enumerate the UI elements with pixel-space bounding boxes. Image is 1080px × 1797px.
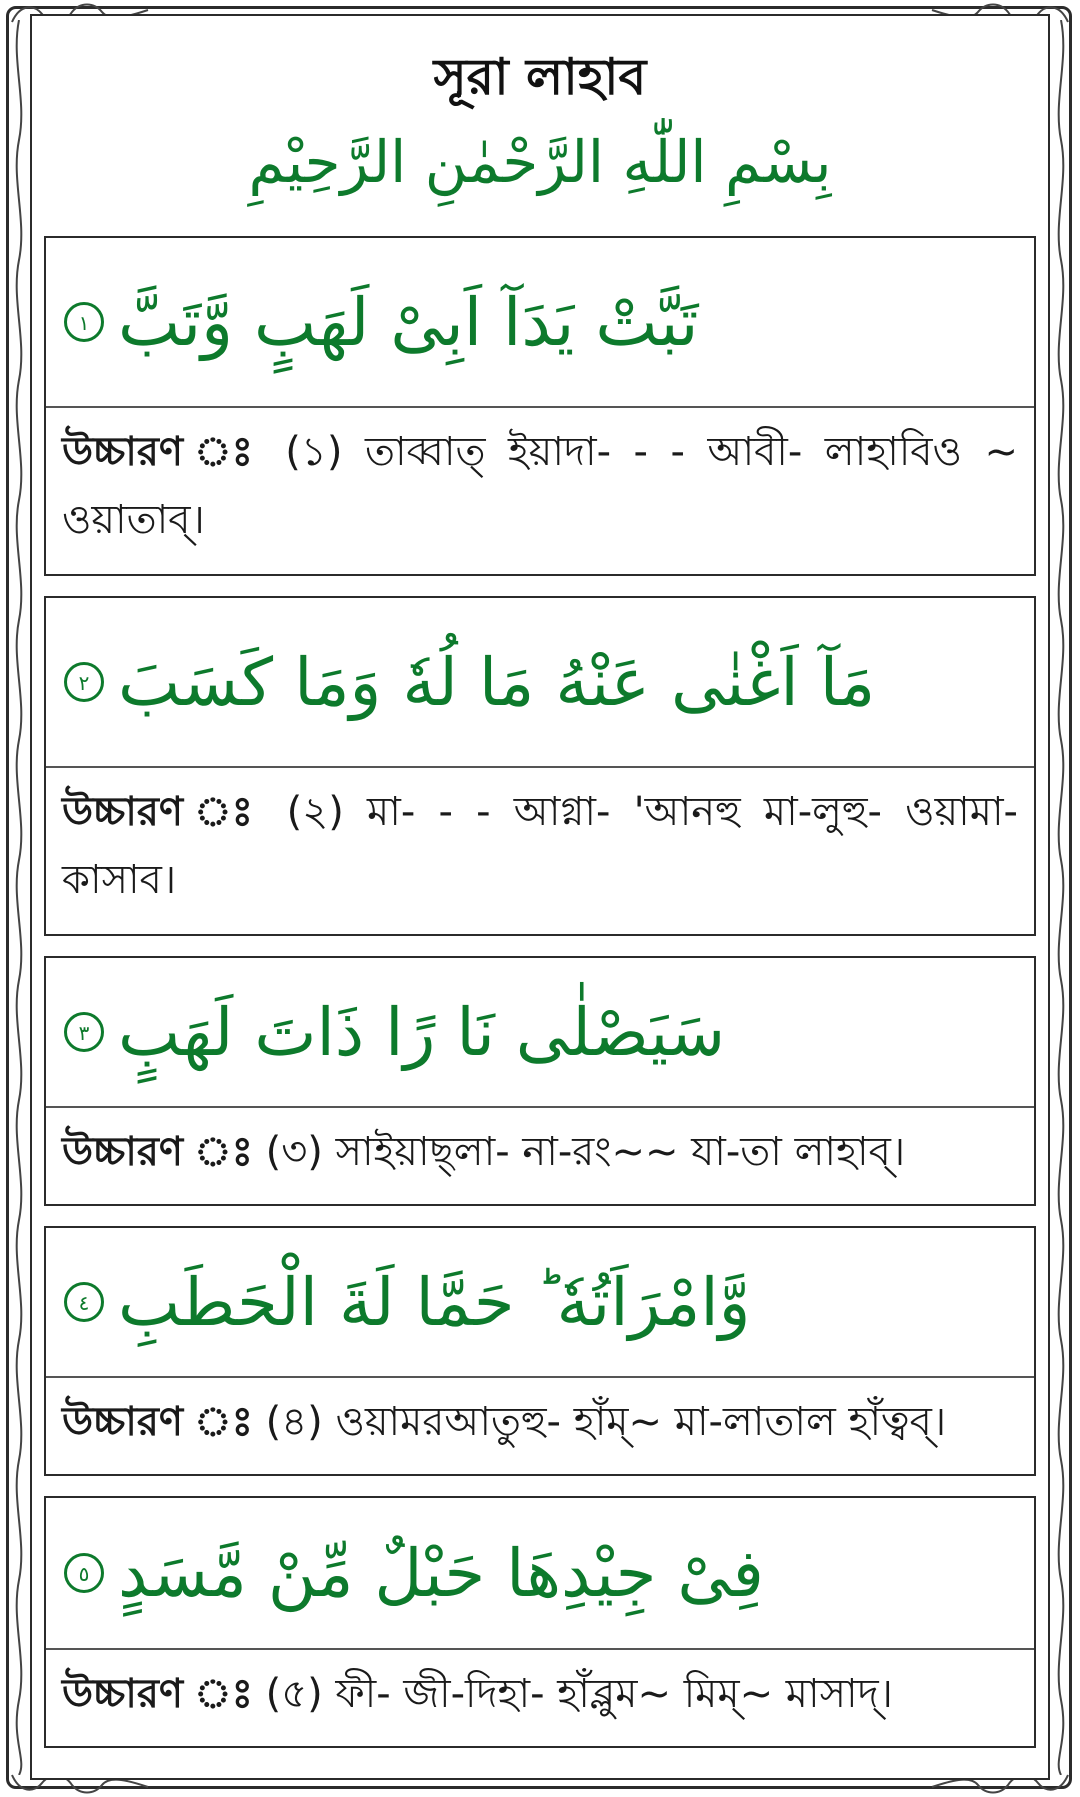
verse-arabic-text: فِىْ جِيْدِهَا حَبْلٌ مِّنْ مَّسَدٍ bbox=[118, 1534, 764, 1612]
bismillah-arabic: بِسْمِ اللّٰهِ الرَّحْمٰنِ الرَّحِيْمِ bbox=[248, 128, 832, 196]
pronunciation-text: ফী- জী-দিহা- হাঁব্লুম~ মিম্~ মাসাদ্। bbox=[335, 1671, 893, 1717]
pronunciation-label: উচ্চারণ ঃ bbox=[62, 1671, 253, 1717]
verse-arabic-1 bbox=[46, 238, 1034, 408]
verse-pronunciation-4 bbox=[46, 1378, 1034, 1456]
verse-block-3 bbox=[44, 956, 1036, 1206]
ayah-number-mark: ٣ bbox=[64, 1012, 104, 1052]
verse-pronunciation-5 bbox=[46, 1650, 1034, 1728]
ayah-number-mark: ٤ bbox=[64, 1282, 104, 1322]
pronunciation-text: তাব্বাত্ ইয়াদা- - - আবী- লাহাবিও ~ ওয়াতাব্। bbox=[62, 429, 1019, 543]
verse-block-1 bbox=[44, 236, 1036, 576]
verse-arabic-text: تَبَّتْ يَدَآ اَبِىْ لَهَبٍ وَّتَبَّ bbox=[118, 283, 699, 361]
verse-block-2 bbox=[44, 596, 1036, 936]
sura-title: সূরা লাহাব bbox=[433, 48, 647, 106]
verse-pronunciation-3 bbox=[46, 1108, 1034, 1186]
vine-ornament-left bbox=[9, 20, 29, 1775]
verse-arabic-text: مَآ اَغْنٰى عَنْهُ مَا لُهٗ وَمَا كَسَبَ bbox=[118, 643, 876, 721]
ayah-number-mark: ٥ bbox=[64, 1553, 104, 1593]
pronunciation-number: (১) bbox=[285, 429, 343, 475]
pronunciation-number: (৫) bbox=[265, 1671, 323, 1717]
pronunciation-label: উচ্চারণ ঃ bbox=[62, 1129, 253, 1175]
verse-arabic-2 bbox=[46, 598, 1034, 768]
verse-arabic-text: وَّامْرَاَتُهٗ ؕ حَمَّا لَةَ الْحَطَبِ bbox=[118, 1263, 751, 1341]
verse-arabic-text: سَيَصْلٰى نَا رًا ذَاتَ لَهَبٍ bbox=[118, 993, 726, 1071]
verse-block-4 bbox=[44, 1226, 1036, 1476]
pronunciation-text: মা- - - আগ্না- 'আনহু মা-লুহু- ওয়ামা- কাসাব। bbox=[62, 789, 1018, 903]
pronunciation-number: (৪) bbox=[265, 1399, 323, 1445]
verse-arabic-5 bbox=[46, 1498, 1034, 1650]
pronunciation-label: উচ্চারণ ঃ bbox=[62, 1399, 253, 1445]
pronunciation-text: ওয়ামরআতুহু- হাঁম্~ মা-লাতাল হাঁত্বব্। bbox=[335, 1399, 947, 1445]
pronunciation-number: (৩) bbox=[265, 1129, 323, 1175]
verse-arabic-3 bbox=[46, 958, 1034, 1108]
verse-pronunciation-1 bbox=[46, 408, 1034, 554]
verse-arabic-4 bbox=[46, 1228, 1034, 1378]
pronunciation-text: সাইয়াছ্লা- না-রং~~ যা-তা লাহাব্। bbox=[335, 1129, 906, 1175]
pronunciation-label: উচ্চারণ ঃ bbox=[62, 789, 264, 835]
vine-ornament-right bbox=[1051, 20, 1071, 1775]
ayah-number-mark: ١ bbox=[64, 302, 104, 342]
verse-pronunciation-2 bbox=[46, 768, 1034, 914]
sura-header bbox=[32, 16, 1048, 226]
pronunciation-label: উচ্চারণ ঃ bbox=[62, 429, 263, 475]
verse-block-5 bbox=[44, 1496, 1036, 1748]
pronunciation-number: (২) bbox=[286, 789, 344, 835]
ayah-number-mark: ٢ bbox=[64, 662, 104, 702]
